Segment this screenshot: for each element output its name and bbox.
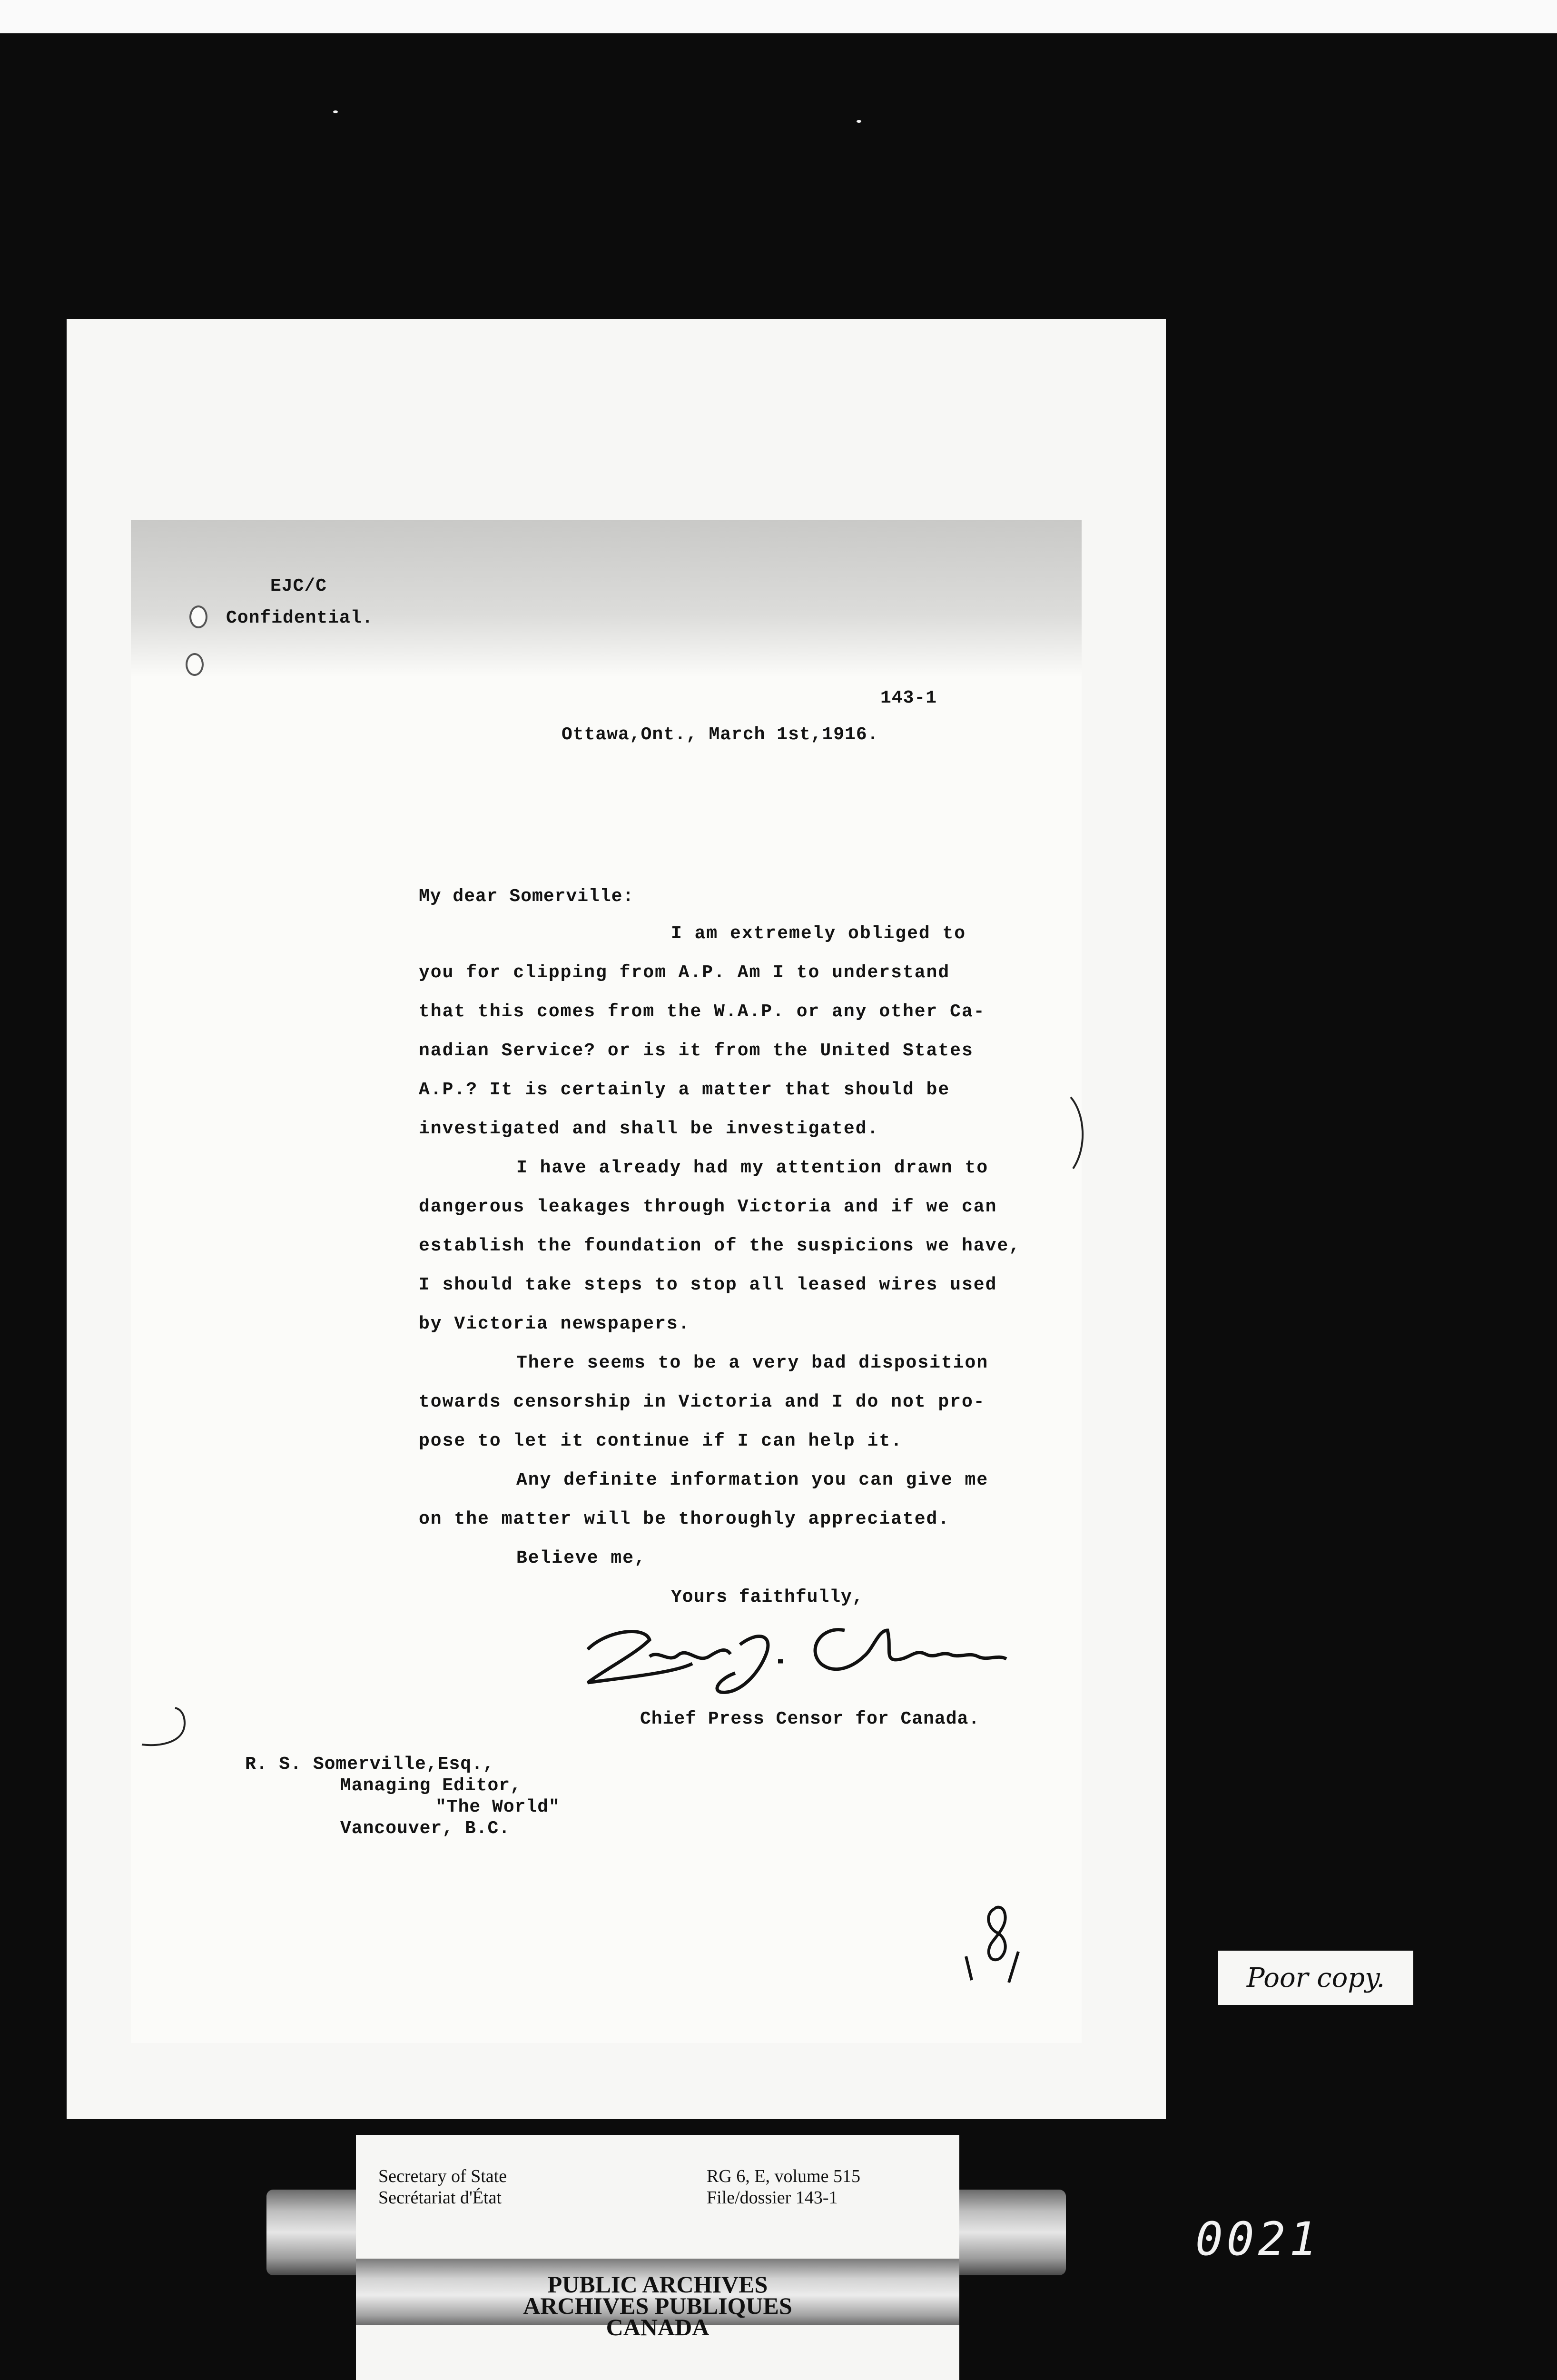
addressee-line: Vancouver, B.C.	[340, 1818, 511, 1839]
body-line: by Victoria newspapers.	[419, 1314, 690, 1334]
salutation: My dear Somerville:	[419, 886, 634, 907]
body-line: A.P.? It is certainly a matter that should be	[419, 1080, 950, 1100]
body-line: establish the foundation of the suspicions we have,	[419, 1236, 1021, 1256]
body-line: I have already had my attention drawn to	[516, 1158, 989, 1178]
addressee-line: "The World"	[435, 1797, 560, 1817]
body-line: pose to let it continue if I can help it.	[419, 1431, 903, 1451]
film-speck	[333, 110, 338, 113]
body-line: dangerous leakages through Victoria and if we can	[419, 1197, 997, 1217]
addressee-line: R. S. Somerville,Esq.,	[245, 1754, 494, 1775]
film-edge	[0, 0, 1557, 33]
place-date: Ottawa,Ont., March 1st,1916.	[562, 724, 879, 745]
file-dossier: File/dossier 143-1	[707, 2188, 838, 2208]
body-line: Believe me,	[516, 1548, 646, 1568]
reference-initials: EJC/C	[270, 576, 327, 596]
file-number: 143-1	[880, 688, 937, 708]
body-line: nadian Service? or is it from the United States	[419, 1041, 974, 1061]
film-speck	[857, 120, 861, 123]
archives-line: PUBLIC ARCHIVES	[547, 2271, 768, 2298]
archives-line: CANADA	[606, 2314, 710, 2340]
handwritten-signature	[578, 1611, 1025, 1697]
punch-hole	[189, 605, 207, 628]
department-fr: Secrétariat d'État	[378, 2188, 502, 2208]
closing: Yours faithfully,	[671, 1587, 864, 1607]
letter-shadow	[131, 520, 1082, 677]
body-line: I am extremely obliged to	[671, 923, 966, 944]
body-line: towards censorship in Victoria and I do not pro-	[419, 1392, 985, 1412]
handwritten-note: Poor copy.	[1218, 1951, 1413, 2005]
signer-title: Chief Press Censor for Canada.	[640, 1709, 980, 1729]
body-line: There seems to be a very bad disposition	[516, 1353, 989, 1373]
archives-line: ARCHIVES PUBLIQUES	[523, 2292, 792, 2319]
confidential-label: Confidential.	[226, 608, 374, 628]
addressee-line: Managing Editor,	[340, 1775, 522, 1796]
margin-bracket-mark	[1066, 1095, 1094, 1171]
body-line: I should take steps to stop all leased wires used	[419, 1275, 997, 1295]
body-line: Any definite information you can give me	[516, 1470, 989, 1490]
body-line: that this comes from the W.A.P. or any other Ca-	[419, 1002, 985, 1022]
frame-number: 0021	[1195, 2212, 1321, 2266]
record-group: RG 6, E, volume 515	[707, 2166, 860, 2186]
handwritten-page-mark	[956, 1899, 1033, 1985]
margin-pencil-mark	[137, 1704, 194, 1752]
punch-hole	[186, 653, 204, 676]
body-line: investigated and shall be investigated.	[419, 1119, 879, 1139]
department-en: Secretary of State	[378, 2166, 507, 2186]
body-line: on the matter will be thoroughly appreciated.	[419, 1509, 950, 1529]
body-line: you for clipping from A.P. Am I to understand	[419, 962, 950, 983]
